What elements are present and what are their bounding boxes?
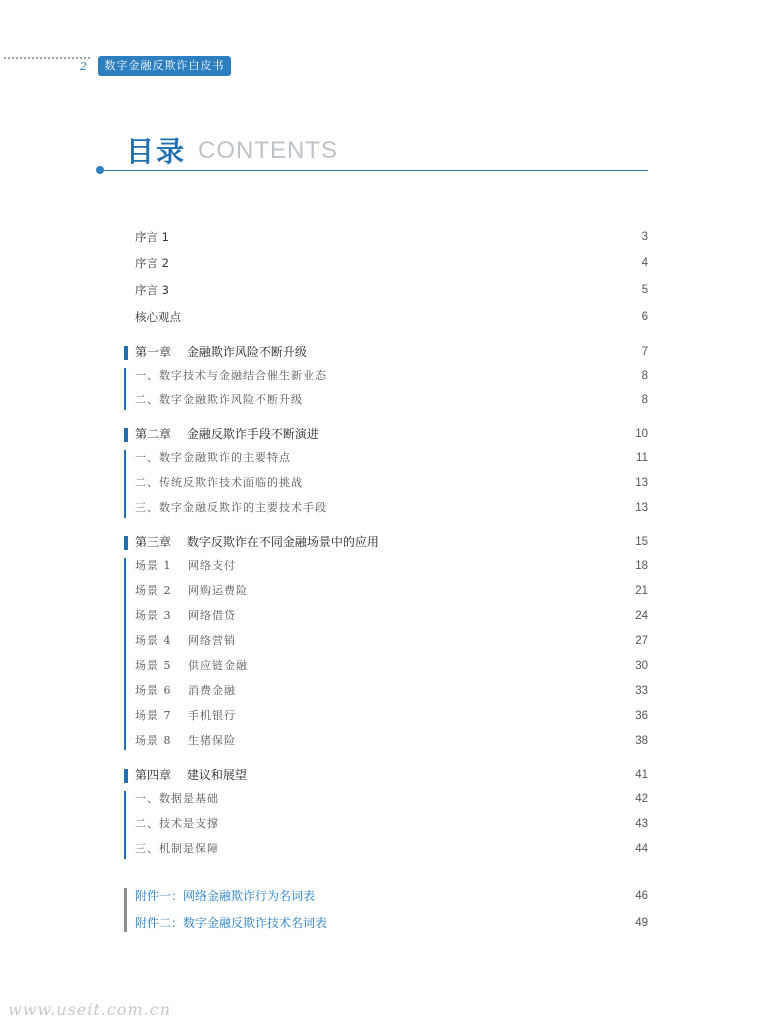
toc-entry-page: 6 [641,311,648,323]
toc-section[interactable] [135,789,648,809]
toc-chapter-page: 10 [635,428,648,440]
watermark: www.useit.com.cn [8,1000,172,1019]
toc-section[interactable] [135,366,648,386]
toc-section-page: 13 [635,502,648,514]
toc-section-label: 三、数字金融反欺诈的主要技术手段 [135,501,327,514]
chapter-marker [124,428,128,442]
toc-section-label: 三、机制是保障 [135,842,219,855]
toc-section-page: 18 [635,560,648,572]
toc-chapter-label: 第三章 数字反欺诈在不同金融场景中的应用 [135,535,379,549]
toc-section-page: 36 [635,710,648,722]
toc-scenario[interactable] [135,556,648,576]
toc-chapter-1[interactable] [135,342,648,362]
toc-section-label: 场景 3 网络借贷 [135,609,236,622]
toc-section-page: 8 [641,394,648,406]
toc-section[interactable] [135,473,648,493]
toc-title-en: CONTENTS [198,137,338,164]
toc-appendix-page: 46 [635,890,648,902]
toc-scenario[interactable] [135,656,648,676]
toc-appendix-2[interactable] [135,913,648,933]
toc-section-page: 42 [635,793,648,805]
toc-section-label: 场景 2 网购运费险 [135,584,248,597]
toc-section-page: 30 [635,660,648,672]
toc-scenario[interactable] [135,606,648,626]
toc-entry-preface-2[interactable] [135,253,648,273]
toc-appendix-label: 附件二：数字金融反欺诈技术名词表 [135,916,328,930]
header-dotted-rule [4,57,90,59]
toc-chapter-label: 第二章 金融反欺诈手段不断演进 [135,427,319,441]
toc-appendix-page: 49 [635,917,648,929]
toc-section-label: 一、数据是基础 [135,792,219,805]
toc-entry-label: 序言 2 [135,256,169,270]
toc-section-label: 二、技术是支撑 [135,817,219,830]
chapter-marker [124,536,128,550]
toc-section-page: 24 [635,610,648,622]
toc-section-label: 一、数字金融欺诈的主要特点 [135,451,291,464]
toc-appendix-label: 附件一：网络金融欺诈行为名词表 [135,889,316,903]
toc-section-page: 11 [636,452,648,464]
toc-section[interactable] [135,498,648,518]
toc-scenario[interactable] [135,731,648,751]
toc-section-label: 场景 4 网络营销 [135,634,236,647]
toc-entry-preface-3[interactable] [135,280,648,300]
book-title-tag: 数字金融反欺诈白皮书 [98,56,231,76]
toc-chapter-2[interactable] [135,424,648,444]
toc-section-page: 21 [635,585,648,597]
toc-entry-preface-1[interactable] [135,227,648,247]
toc-chapter-page: 15 [635,536,648,548]
toc-section-page: 27 [635,635,648,647]
toc-chapter-label: 第一章 金融欺诈风险不断升级 [135,345,307,359]
toc-section-page: 43 [635,818,648,830]
section-bar [124,450,126,518]
toc-section-page: 8 [641,370,648,382]
toc-chapter-3[interactable] [135,532,648,552]
toc-chapter-page: 41 [635,769,648,781]
section-bar [124,791,126,859]
toc-section[interactable] [135,814,648,834]
section-bar [124,368,126,410]
toc-title-zh: 目录 [126,135,187,168]
toc-entry-page: 4 [641,257,648,269]
toc-scenario[interactable] [135,681,648,701]
page-number: 2 [80,60,87,73]
toc-section[interactable] [135,390,648,410]
toc-section-page: 44 [635,843,648,855]
title-divider [100,170,648,171]
toc-section-page: 13 [635,477,648,489]
toc-scenario[interactable] [135,631,648,651]
appendix-bar [124,888,127,932]
toc-section-label: 场景 5 供应链金融 [135,659,248,672]
toc-section-page: 33 [635,685,648,697]
toc-chapter-4[interactable] [135,765,648,785]
toc-section-label: 二、传统反欺诈技术面临的挑战 [135,476,303,489]
chapter-marker [124,346,128,360]
toc-section-label: 场景 6 消费金融 [135,684,236,697]
toc-section[interactable] [135,448,648,468]
section-bar [124,558,126,750]
toc-entry-label: 序言 1 [135,230,169,244]
toc-section-page: 38 [635,735,648,747]
toc-entry-page: 5 [641,284,648,296]
toc-section-label: 二、数字金融欺诈风险不断升级 [135,393,303,406]
toc-entry-label: 核心观点 [135,310,181,324]
toc-scenario[interactable] [135,706,648,726]
toc-section-label: 场景 1 网络支付 [135,559,236,572]
toc-chapter-label: 第四章 建议和展望 [135,768,247,782]
toc-section-label: 场景 8 生猪保险 [135,734,236,747]
toc-section-label: 一、数字技术与金融结合催生新业态 [135,369,327,382]
toc-section-label: 场景 7 手机银行 [135,709,236,722]
chapter-marker [124,769,128,783]
toc-appendix-1[interactable] [135,886,648,906]
toc-entry-page: 3 [641,231,648,243]
toc-entry-label: 序言 3 [135,283,169,297]
toc-chapter-page: 7 [641,346,648,358]
toc-section[interactable] [135,839,648,859]
toc-scenario[interactable] [135,581,648,601]
toc-entry-core-views[interactable] [135,307,648,327]
title-divider-dot [96,166,104,174]
